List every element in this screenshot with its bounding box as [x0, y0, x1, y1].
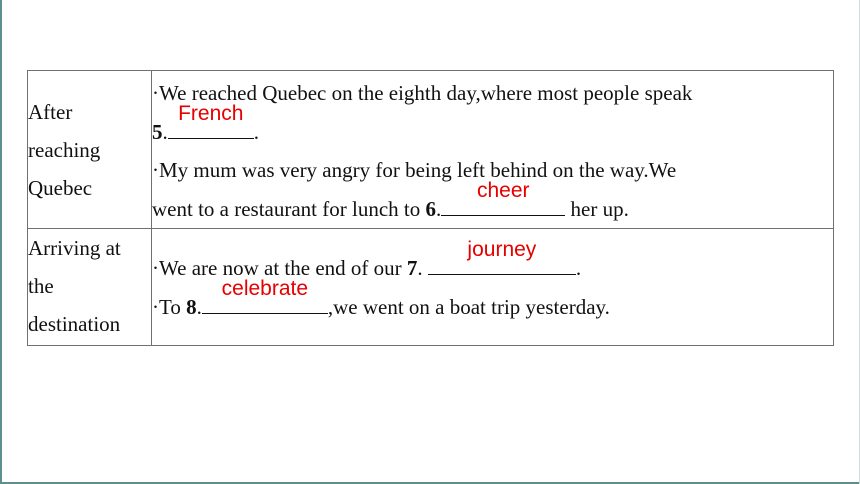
sentence-text: ·My mum was very angry for being left behind on the way.We	[152, 158, 677, 182]
exercise-table	[27, 70, 834, 346]
sentence-text: ,we went on a boat trip yesterday.	[327, 295, 610, 319]
sentence-text: her up.	[565, 197, 629, 221]
sentence-text: went to a restaurant for lunch to	[152, 197, 426, 221]
blank-punct: .	[162, 120, 168, 144]
stage-label-line: the	[28, 274, 54, 298]
answer-blank-8[interactable]	[202, 277, 328, 314]
answer-text: journey	[467, 238, 537, 261]
stage-label-cell	[28, 71, 152, 229]
blank-number: 5	[152, 120, 163, 144]
sentence-text: ·We are now at the end of our	[152, 256, 407, 280]
answer-blank-6[interactable]	[441, 179, 565, 216]
blank-number: 8	[186, 295, 197, 319]
table-row-after-reaching-quebec	[28, 71, 834, 229]
stage-content-cell	[152, 71, 834, 229]
sentence-text: .	[253, 120, 259, 144]
sentence-line	[152, 102, 833, 151]
table-row-arriving-at-destination	[28, 229, 834, 346]
slide-left-border	[0, 0, 2, 484]
answer-text: French	[178, 102, 244, 125]
stage-label-line: Arriving at	[28, 236, 121, 260]
sentence-text: ·We reached Quebec on the eighth day,where most people speak	[152, 81, 693, 105]
blank-punct: .	[436, 197, 442, 221]
blank-number: 7	[406, 256, 418, 280]
answer-text: celebrate	[221, 277, 309, 300]
stage-label-cell	[28, 229, 152, 346]
blank-punct: .	[196, 295, 202, 319]
stage-label-line: destination	[28, 312, 121, 336]
stage-label-line: Quebec	[28, 176, 93, 200]
stage-content-cell	[152, 229, 834, 346]
sentence-line	[152, 179, 833, 228]
sentence-line	[152, 277, 833, 326]
answer-blank-5[interactable]	[168, 102, 254, 139]
answer-blank-7[interactable]	[428, 238, 576, 275]
blank-number: 6	[425, 197, 436, 221]
stage-label-line: After	[28, 100, 73, 124]
blank-punct: .	[417, 256, 428, 280]
answer-text: cheer	[476, 179, 530, 202]
sentence-text: .	[575, 256, 582, 280]
stage-label-line: reaching	[28, 138, 101, 162]
sentence-text: ·To	[152, 295, 187, 319]
